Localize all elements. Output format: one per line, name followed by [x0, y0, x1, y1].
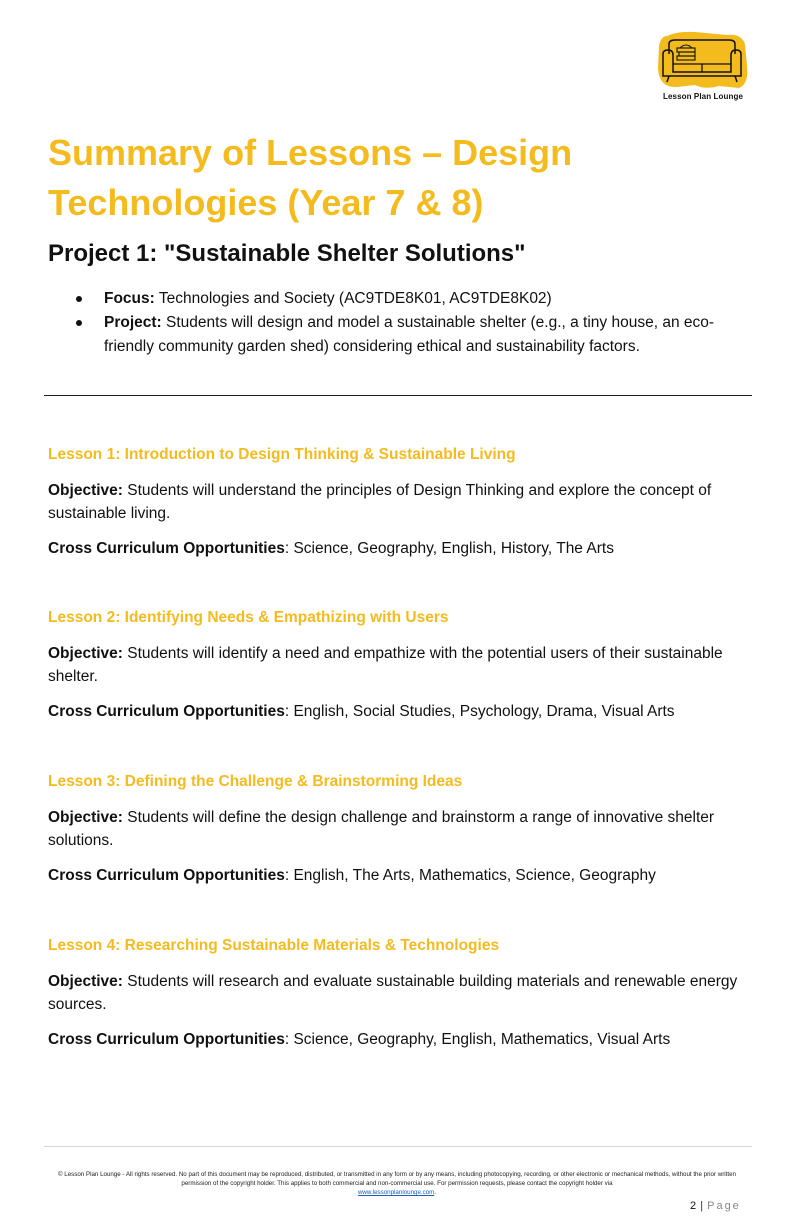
objective-text: Students will identify a need and empathize with the potential users of their sustainable shelter.: [48, 645, 723, 685]
lesson-objective: [48, 479, 748, 525]
lesson-2: [48, 608, 748, 723]
section-divider: [44, 395, 752, 396]
lesson-title: Lesson 1: Introduction to Design Thinking & Sustainable Living: [48, 446, 516, 463]
lesson-cross-curriculum: [48, 1028, 748, 1051]
page-number-separator: |: [700, 1200, 704, 1212]
cross-label: Cross Curriculum Opportunities: [48, 540, 285, 557]
lesson-title: Lesson 3: Defining the Challenge & Brainstorming Ideas: [48, 773, 463, 790]
cross-label: Cross Curriculum Opportunities: [48, 1031, 285, 1048]
cross-text: : English, Social Studies, Psychology, Drama, Visual Arts: [284, 703, 675, 720]
lesson-objective: [48, 806, 748, 852]
cross-label: Cross Curriculum Opportunities: [48, 703, 285, 720]
cross-text: : Science, Geography, English, Mathematics, Visual Arts: [284, 1031, 671, 1048]
objective-label: Objective:: [48, 482, 123, 499]
page-number: [690, 1200, 741, 1212]
project-title: Project 1: "Sustainable Shelter Solutions": [48, 240, 526, 267]
sofa-logo-icon: [655, 30, 751, 92]
lesson-objective: [48, 970, 748, 1016]
lesson-3: [48, 772, 748, 887]
project-bullet: [76, 311, 756, 359]
page-title: Summary of Lessons – Design Technologies (Year 7 & 8): [48, 132, 573, 223]
objective-text: Students will understand the principles of Design Thinking and explore the concept of sustainable living.: [48, 482, 712, 522]
footer-link-suffix: .: [434, 1189, 437, 1196]
objective-label: Objective:: [48, 809, 123, 826]
logo-text: Lesson Plan Lounge: [662, 92, 744, 101]
cross-text: : Science, Geography, English, History, The Arts: [284, 540, 614, 557]
focus-text: Technologies and Society (AC9TDE8K01, AC9TDE8K02): [158, 290, 552, 307]
cross-text: : English, The Arts, Mathematics, Science, Geography: [284, 867, 656, 884]
lesson-cross-curriculum: [48, 537, 748, 560]
cross-label: Cross Curriculum Opportunities: [48, 867, 285, 884]
footer-copyright-text: © Lesson Plan Lounge - All rights reserved. No part of this document may be reproduced, distributed, or transmitted in any form or by any means, including photocopying, recording, or other electronic or mechanical methods, without the prior written permission of the copyright holder. This applies to both commercial and non-commercial use. For permission requests, please contact the copyright holder via: [58, 1171, 736, 1187]
logo: [655, 30, 751, 102]
lesson-objective: [48, 642, 748, 688]
project-label: Project:: [104, 314, 162, 331]
objective-text: Students will define the design challenge and brainstorm a range of innovative shelter solutions.: [48, 809, 715, 849]
lesson-4: [48, 936, 748, 1051]
lesson-cross-curriculum: [48, 864, 748, 887]
lesson-cross-curriculum: [48, 700, 748, 723]
footer-copyright: [52, 1170, 742, 1197]
footer-divider: [44, 1146, 752, 1147]
page-number-value: 2: [690, 1200, 697, 1212]
page-number-label: Page: [707, 1200, 741, 1212]
lesson-title: Lesson 4: Researching Sustainable Materials & Technologies: [48, 937, 500, 954]
footer-website-link[interactable]: www.lessonplanlounge.com: [357, 1189, 435, 1196]
objective-label: Objective:: [48, 645, 123, 662]
focus-label: Focus:: [104, 290, 155, 307]
focus-bullet: [76, 287, 756, 311]
lesson-1: [48, 445, 748, 560]
objective-text: Students will research and evaluate sustainable building materials and renewable energy sources.: [48, 973, 738, 1013]
bullet-icon: [76, 320, 82, 326]
objective-label: Objective:: [48, 973, 123, 990]
project-bullets: [76, 287, 756, 359]
project-text: Students will design and model a sustainable shelter (e.g., a tiny house, an eco-friendly community garden shed) considering ethical and sustainability factors.: [104, 314, 715, 355]
lesson-title: Lesson 2: Identifying Needs & Empathizing with Users: [48, 609, 449, 626]
bullet-icon: [76, 296, 82, 302]
